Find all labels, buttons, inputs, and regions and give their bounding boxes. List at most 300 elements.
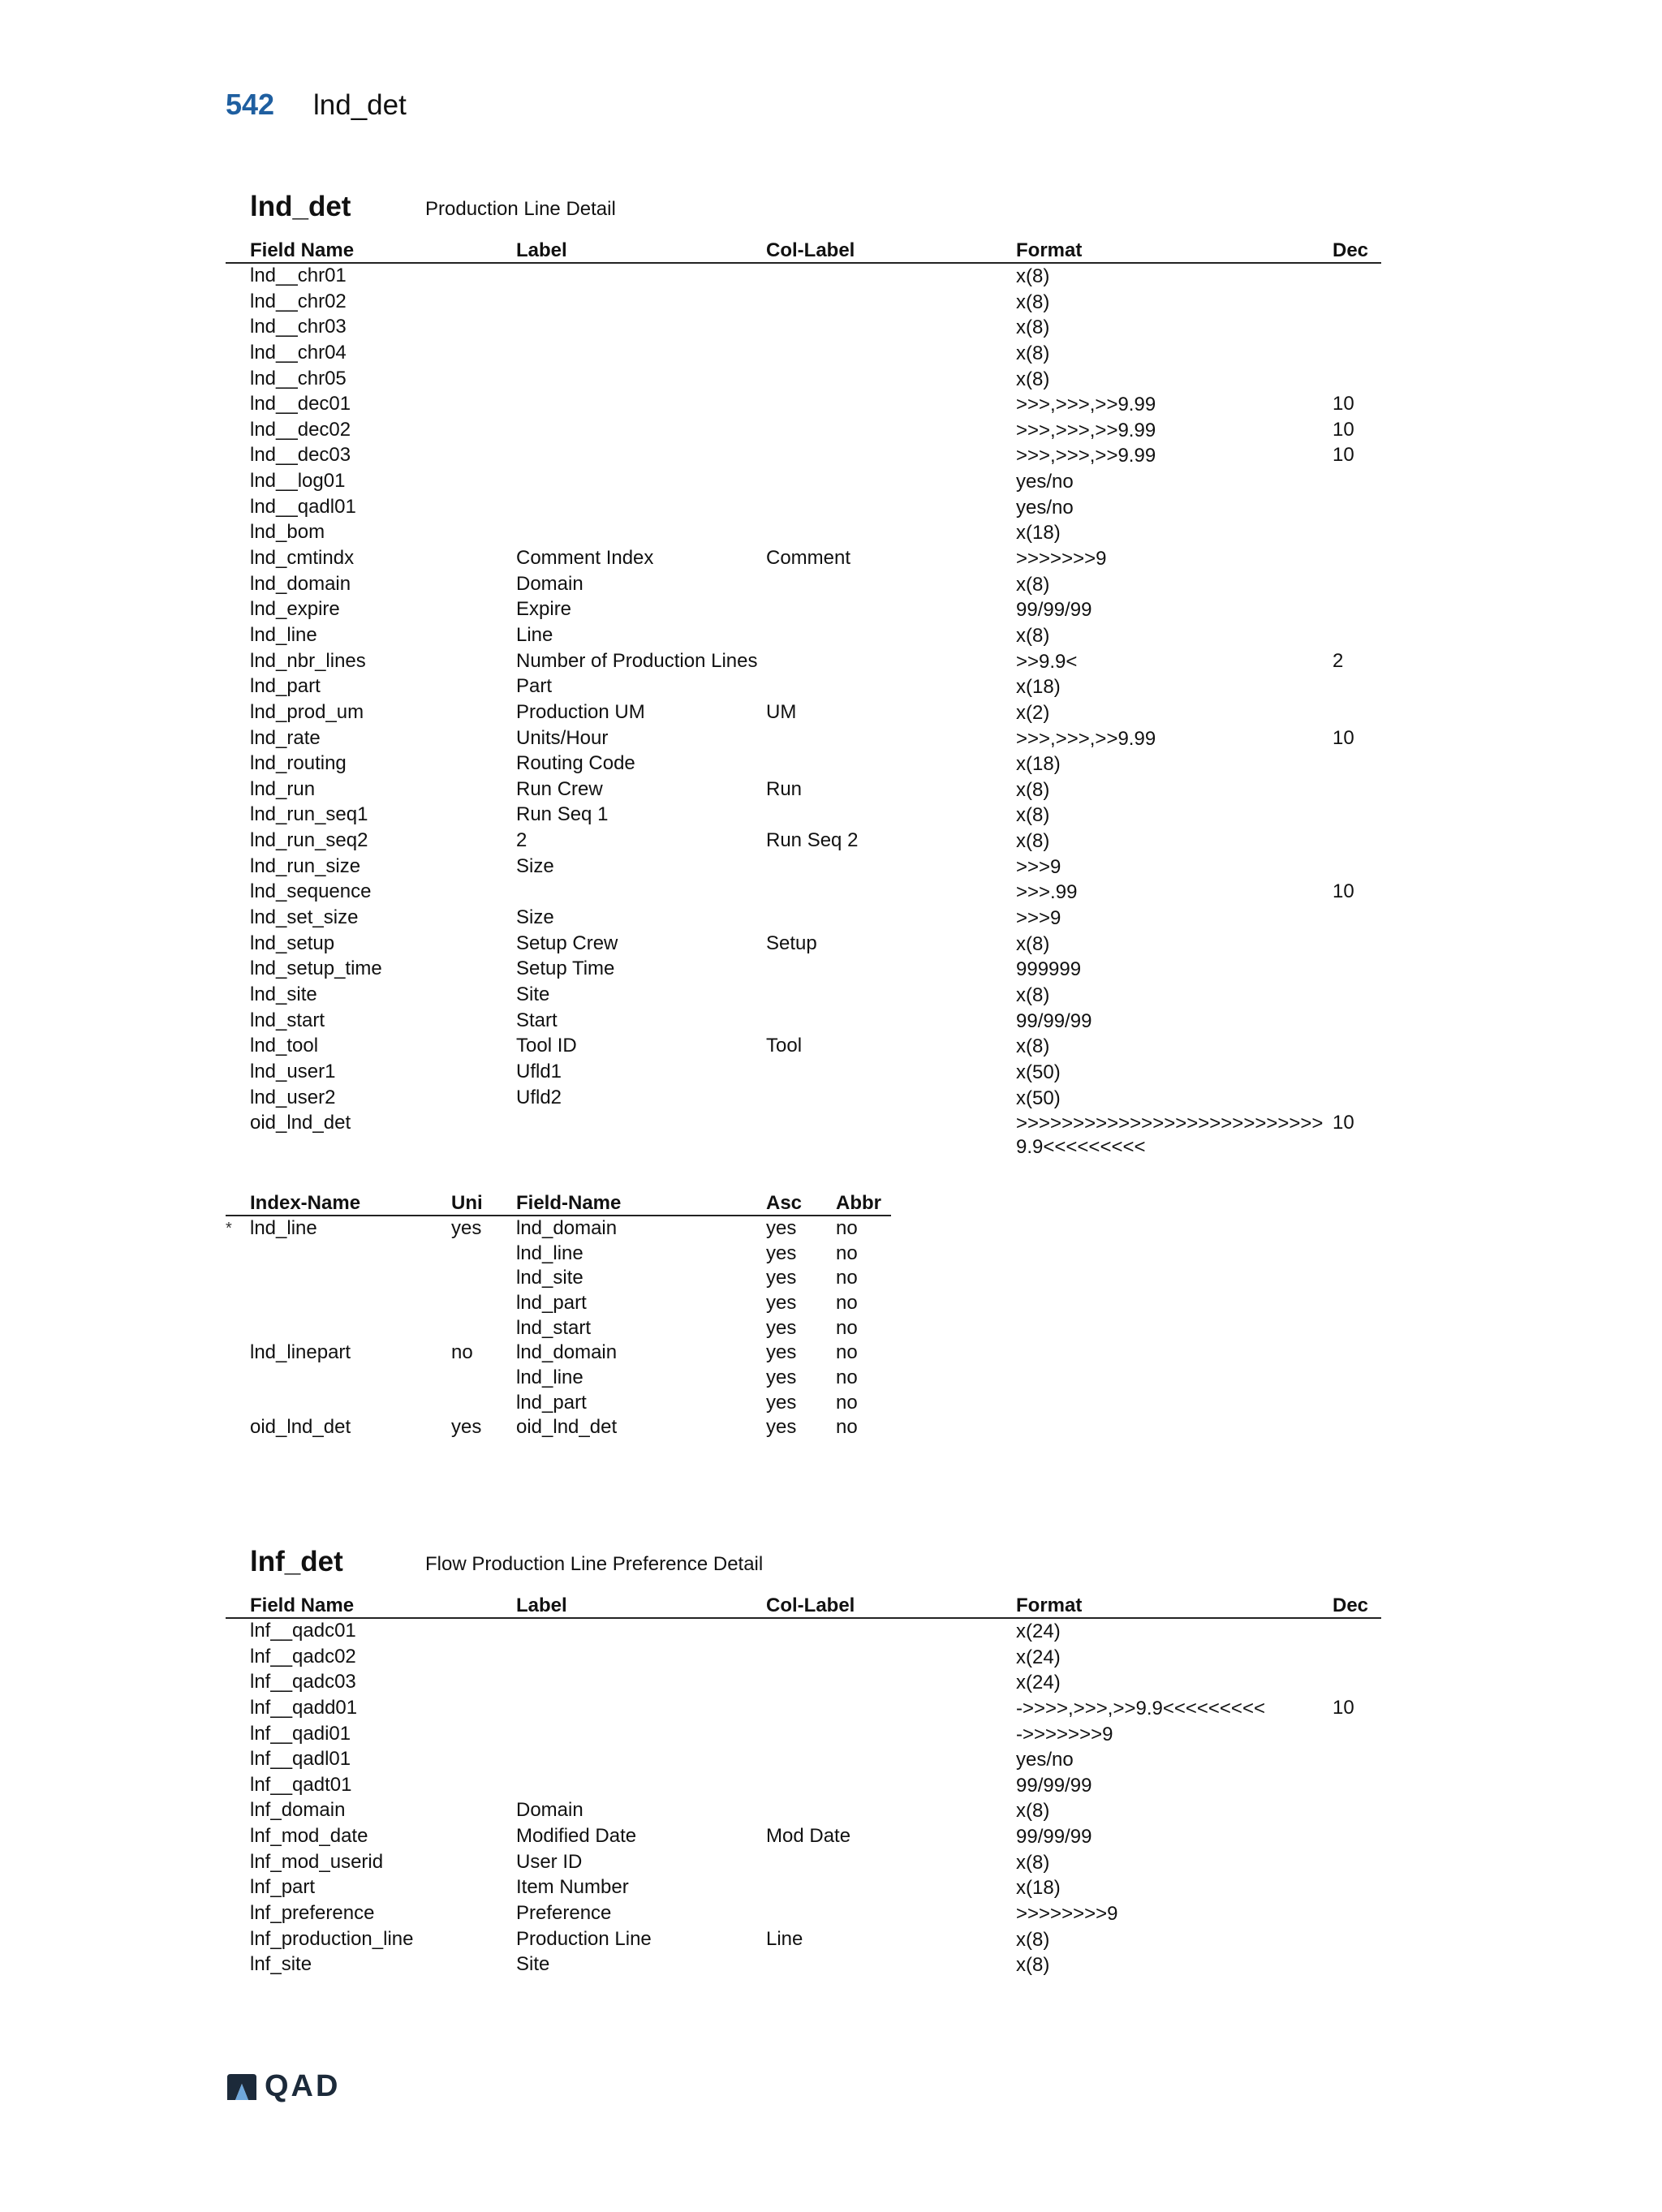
dec-cell [1333, 957, 1381, 983]
column-header: Label [516, 1592, 766, 1618]
field-name-cell: lnd__qadl01 [250, 495, 356, 518]
table-row [226, 1060, 1381, 1086]
dec-cell [1333, 777, 1381, 803]
label-cell: 2 [516, 829, 527, 852]
table-row [226, 1696, 1381, 1722]
field-name-cell: lnd_set_size [250, 906, 359, 929]
primary-index-marker [226, 1242, 250, 1267]
format-cell: >>>>>>>>>>>>>>>>>>>>>>>>>>>9.9<<<<<<<<< [1016, 1112, 1324, 1159]
dec-cell [1333, 1927, 1381, 1953]
field-name-cell: lnf__qadc01 [250, 1620, 356, 1642]
ascending-cell: yes [766, 1366, 797, 1388]
label-cell: Site [516, 983, 550, 1005]
dec-cell [1333, 828, 1381, 854]
format-cell: ->>>>>>>9 [1016, 1723, 1113, 1745]
column-header: Dec [1333, 1592, 1381, 1618]
format-cell: x(24) [1016, 1620, 1061, 1642]
table-row [226, 1111, 1381, 1159]
lnf-det-section [226, 1545, 1381, 1978]
format-cell: x(18) [1016, 1877, 1061, 1900]
format-cell: x(8) [1016, 342, 1050, 364]
format-cell: x(8) [1016, 804, 1050, 827]
qad-logo [226, 2069, 340, 2104]
col-label-cell [766, 983, 1016, 1009]
dec-cell [1333, 1645, 1381, 1671]
label-cell: Item Number [516, 1876, 629, 1899]
abbr-cell: no [836, 1316, 858, 1339]
dec-cell: 10 [1333, 418, 1354, 441]
unique-cell [451, 1316, 516, 1341]
primary-index-marker [226, 1341, 250, 1366]
field-name-cell: lnf__qadi01 [250, 1722, 351, 1745]
table-name: lnd_det [250, 191, 351, 222]
table-row [226, 520, 1381, 546]
label-cell: User ID [516, 1850, 583, 1873]
table-row [226, 957, 1381, 983]
format-cell: x(24) [1016, 1646, 1061, 1668]
col-label-cell [766, 957, 1016, 983]
dec-cell [1333, 906, 1381, 932]
col-label-cell [766, 392, 1016, 418]
format-cell: x(8) [1016, 983, 1050, 1006]
label-cell: Tool ID [516, 1035, 577, 1057]
table-row [226, 1722, 1381, 1748]
dec-cell [1333, 1009, 1381, 1035]
field-name-cell: lnd_tool [250, 1035, 319, 1057]
dec-cell [1333, 1901, 1381, 1927]
label-cell: Production Line [516, 1927, 652, 1950]
unique-cell [451, 1291, 516, 1316]
col-label-cell: Tool [766, 1035, 803, 1057]
table-row [226, 1034, 1381, 1060]
column-header: Col-Label [766, 237, 1016, 263]
col-label-cell [766, 906, 1016, 932]
column-header: Format [1016, 1592, 1333, 1618]
format-cell: >>>,>>>,>>9.99 [1016, 727, 1156, 750]
column-header: Dec [1333, 237, 1381, 263]
table-row [226, 469, 1381, 495]
col-label-cell [766, 1850, 1016, 1876]
format-cell: >>>>>>>9 [1016, 548, 1107, 570]
index-row [226, 1291, 891, 1316]
col-label-cell [766, 290, 1016, 316]
col-label-cell [766, 1875, 1016, 1901]
field-name-cell: lnd_site [250, 983, 317, 1005]
format-cell: x(18) [1016, 522, 1061, 544]
index-field-cell: lnd_part [516, 1291, 587, 1314]
ascending-cell: yes [766, 1341, 797, 1364]
label-cell: Size [516, 906, 554, 929]
table-row [226, 1773, 1381, 1799]
primary-index-marker [226, 1415, 250, 1440]
index-name-cell: oid_lnd_det [250, 1416, 351, 1439]
col-label-cell [766, 674, 1016, 700]
dec-cell [1333, 572, 1381, 598]
field-name-cell: lnd_run_seq1 [250, 803, 368, 826]
dec-cell [1333, 1747, 1381, 1773]
unique-cell: yes [451, 1217, 482, 1239]
index-row [226, 1391, 891, 1416]
field-name-cell: lnd_nbr_lines [250, 649, 366, 672]
field-name-cell: lnd_setup [250, 932, 335, 954]
field-name-cell: lnf_domain [250, 1799, 346, 1822]
table-row [226, 1952, 1381, 1978]
col-label-cell [766, 1747, 1016, 1773]
table-row [226, 726, 1381, 752]
format-cell: >>>>>>>>9 [1016, 1903, 1118, 1926]
col-label-cell [766, 1722, 1016, 1748]
dec-cell [1333, 854, 1381, 880]
table-row [226, 367, 1381, 393]
col-label-cell [766, 880, 1016, 906]
col-label-cell [766, 263, 1016, 290]
table-row [226, 1901, 1381, 1927]
primary-index-marker: * [226, 1220, 232, 1237]
field-name-cell: lnd__dec03 [250, 444, 351, 467]
col-label-cell [766, 1645, 1016, 1671]
label-cell [516, 341, 766, 367]
col-label-cell [766, 367, 1016, 393]
col-label-cell [766, 418, 1016, 444]
label-cell [516, 1773, 766, 1799]
column-header: Label [516, 237, 766, 263]
format-cell: >>>9 [1016, 855, 1061, 878]
format-cell: x(8) [1016, 932, 1050, 955]
col-label-cell [766, 1952, 1016, 1978]
format-cell: x(18) [1016, 753, 1061, 776]
col-label-cell [766, 520, 1016, 546]
index-field-cell: lnd_start [516, 1316, 592, 1339]
label-cell: Domain [516, 1799, 583, 1822]
dec-cell [1333, 983, 1381, 1009]
logo-text: QAD [265, 2069, 341, 2103]
ascending-cell: yes [766, 1416, 797, 1439]
col-label-cell [766, 315, 1016, 341]
lnd-det-index-section [226, 1190, 1381, 1440]
field-name-cell: lnf__qadd01 [250, 1696, 358, 1719]
table-row [226, 777, 1381, 803]
table-row [226, 751, 1381, 777]
table-row [226, 597, 1381, 623]
format-cell: x(8) [1016, 778, 1050, 801]
index-name-cell: lnd_linepart [250, 1341, 351, 1364]
col-label-cell: Setup [766, 932, 817, 954]
format-cell: x(8) [1016, 830, 1050, 853]
format-cell: >>>,>>>,>>9.99 [1016, 394, 1156, 416]
label-cell: Site [516, 1953, 550, 1976]
col-label-cell [766, 1086, 1016, 1112]
header-row [226, 237, 1381, 263]
table-row [226, 572, 1381, 598]
index-field-cell: lnd_domain [516, 1341, 618, 1364]
index-field-cell: lnd_line [516, 1242, 583, 1264]
primary-index-marker [226, 1291, 250, 1316]
table-row [226, 418, 1381, 444]
table-description: Flow Production Line Preference Detail [425, 1553, 764, 1575]
dec-cell [1333, 1952, 1381, 1978]
index-field-cell: lnd_line [516, 1366, 583, 1388]
format-cell: x(2) [1016, 701, 1050, 724]
abbr-cell: no [836, 1267, 858, 1289]
index-name-cell [250, 1391, 451, 1416]
format-cell: 99/99/99 [1016, 1826, 1092, 1848]
dec-cell [1333, 1618, 1381, 1645]
abbr-cell: no [836, 1391, 858, 1414]
label-cell [516, 1111, 766, 1159]
column-header: Format [1016, 237, 1333, 263]
col-label-cell [766, 1696, 1016, 1722]
table-row [226, 932, 1381, 958]
index-row [226, 1415, 891, 1440]
format-cell: x(8) [1016, 316, 1050, 339]
label-cell: Production UM [516, 700, 645, 723]
ascending-cell: yes [766, 1242, 797, 1264]
col-label-cell [766, 1670, 1016, 1696]
table-row [226, 1850, 1381, 1876]
abbr-cell: no [836, 1217, 858, 1239]
col-label-cell [766, 1060, 1016, 1086]
dec-cell: 10 [1333, 1696, 1354, 1719]
field-name-cell: lnd_cmtindx [250, 547, 355, 570]
dec-cell [1333, 1850, 1381, 1876]
ascending-cell: yes [766, 1391, 797, 1414]
label-cell: Setup Crew [516, 932, 618, 954]
lnd-det-section [226, 190, 1381, 1159]
col-label-cell: UM [766, 700, 797, 723]
dec-cell [1333, 674, 1381, 700]
col-label-cell [766, 623, 1016, 649]
format-cell: x(8) [1016, 290, 1050, 313]
table-row [226, 649, 1381, 675]
primary-index-marker [226, 1316, 250, 1341]
dec-cell: 10 [1333, 726, 1354, 749]
table-row [226, 392, 1381, 418]
dec-cell [1333, 520, 1381, 546]
field-name-cell: lnd_part [250, 675, 321, 698]
label-cell [516, 1670, 766, 1696]
table-row [226, 1747, 1381, 1773]
qad-logo-icon [226, 2072, 258, 2102]
index-field-cell: lnd_domain [516, 1217, 618, 1239]
format-cell: x(8) [1016, 1800, 1050, 1823]
index-name-cell [250, 1316, 451, 1341]
index-field-cell: lnd_site [516, 1267, 583, 1289]
column-header: Field Name [250, 1592, 516, 1618]
dec-cell [1333, 597, 1381, 623]
unique-cell: no [451, 1341, 473, 1364]
field-name-cell: lnf__qadc03 [250, 1671, 356, 1693]
label-cell [516, 418, 766, 444]
label-cell: Size [516, 854, 554, 877]
table-row [226, 828, 1381, 854]
field-name-cell: lnd__chr02 [250, 290, 347, 312]
dec-cell [1333, 315, 1381, 341]
label-cell [516, 367, 766, 393]
format-cell: yes/no [1016, 496, 1074, 519]
format-cell: x(8) [1016, 1035, 1050, 1058]
page-number: 542 [226, 88, 275, 121]
field-name-cell: lnd__dec01 [250, 393, 351, 415]
col-label-cell [766, 803, 1016, 828]
column-header: Asc [766, 1190, 836, 1216]
header-row [226, 1190, 891, 1216]
col-label-cell: Mod Date [766, 1825, 851, 1848]
dec-cell: 10 [1333, 393, 1354, 415]
table-row [226, 1927, 1381, 1953]
table-row [226, 1618, 1381, 1645]
table-row [226, 1009, 1381, 1035]
field-name-cell: lnf_part [250, 1876, 316, 1899]
format-cell: x(8) [1016, 624, 1050, 647]
format-cell: x(8) [1016, 265, 1050, 287]
label-cell [516, 392, 766, 418]
field-name-cell: lnd_domain [250, 572, 351, 595]
col-label-cell [766, 649, 1016, 675]
table-row [226, 803, 1381, 828]
label-cell: Part [516, 675, 553, 698]
column-header: Field Name [250, 237, 516, 263]
col-label-cell [766, 495, 1016, 521]
label-cell: Number of Production Lines [516, 649, 758, 672]
format-cell: x(8) [1016, 573, 1050, 596]
index-row [226, 1216, 891, 1242]
ascending-cell: yes [766, 1267, 797, 1289]
abbr-cell: no [836, 1291, 858, 1314]
dec-cell [1333, 263, 1381, 290]
dec-cell: 10 [1333, 880, 1354, 903]
dec-cell [1333, 932, 1381, 958]
label-cell [516, 495, 766, 521]
label-cell [516, 880, 766, 906]
label-cell [516, 290, 766, 316]
col-label-cell [766, 341, 1016, 367]
table-row [226, 1798, 1381, 1824]
label-cell: Comment Index [516, 547, 654, 570]
format-cell: x(8) [1016, 1928, 1050, 1951]
dec-cell [1333, 1034, 1381, 1060]
abbr-cell: no [836, 1242, 858, 1264]
field-name-cell: lnd_user1 [250, 1060, 336, 1082]
col-label-cell [766, 1618, 1016, 1645]
table-description: Production Line Detail [425, 198, 616, 220]
format-cell: x(8) [1016, 1851, 1050, 1874]
column-header: Field-Name [516, 1190, 766, 1216]
unique-cell [451, 1366, 516, 1391]
field-name-cell: lnd__dec02 [250, 418, 351, 441]
dec-cell [1333, 1670, 1381, 1696]
dec-cell: 10 [1333, 1112, 1354, 1134]
col-label-cell [766, 443, 1016, 469]
index-name-cell [250, 1366, 451, 1391]
label-cell [516, 443, 766, 469]
column-header: Abbr [836, 1190, 891, 1216]
col-label-cell [766, 854, 1016, 880]
field-name-cell: lnf_production_line [250, 1927, 414, 1950]
dec-cell: 2 [1333, 649, 1344, 672]
field-name-cell: lnd_setup_time [250, 958, 382, 980]
label-cell [516, 263, 766, 290]
field-name-cell: lnd_bom [250, 521, 325, 544]
table-row [226, 495, 1381, 521]
field-name-cell: lnd_run [250, 777, 316, 800]
column-header: Uni [451, 1190, 516, 1216]
dec-cell [1333, 803, 1381, 828]
table-row [226, 443, 1381, 469]
table-row [226, 1086, 1381, 1112]
col-label-cell [766, 597, 1016, 623]
dec-cell [1333, 751, 1381, 777]
dec-cell: 10 [1333, 444, 1354, 467]
field-name-cell: lnd_user2 [250, 1086, 336, 1108]
index-field-cell: oid_lnd_det [516, 1416, 618, 1439]
field-name-cell: lnd_run_size [250, 854, 361, 877]
lnf-det-fields-table [226, 1592, 1381, 1978]
label-cell: Line [516, 623, 553, 646]
primary-index-marker [226, 1391, 250, 1416]
format-cell: ->>>>,>>>,>>9.9<<<<<<<<< [1016, 1697, 1265, 1719]
dec-cell [1333, 1798, 1381, 1824]
label-cell: Units/Hour [516, 726, 609, 749]
table-row [226, 263, 1381, 290]
label-cell: Modified Date [516, 1825, 637, 1848]
label-cell: Ufld2 [516, 1086, 562, 1108]
index-row [226, 1266, 891, 1291]
field-name-cell: lnd_run_seq2 [250, 829, 368, 852]
format-cell: >>>9 [1016, 907, 1061, 930]
lnd-det-fields-table [226, 237, 1381, 1159]
format-cell: 99/99/99 [1016, 599, 1092, 622]
primary-index-marker [226, 1266, 250, 1291]
dec-cell [1333, 1722, 1381, 1748]
label-cell [516, 315, 766, 341]
table-row [226, 1824, 1381, 1850]
table-row [226, 983, 1381, 1009]
primary-index-marker [226, 1366, 250, 1391]
dec-cell [1333, 700, 1381, 726]
table-row [226, 546, 1381, 572]
format-cell: x(24) [1016, 1672, 1061, 1694]
field-name-cell: lnf_mod_userid [250, 1850, 384, 1873]
index-row [226, 1366, 891, 1391]
dec-cell [1333, 469, 1381, 495]
table-row [226, 341, 1381, 367]
label-cell [516, 1696, 766, 1722]
dec-cell [1333, 546, 1381, 572]
index-field-cell: lnd_part [516, 1391, 587, 1414]
field-name-cell: lnd_rate [250, 726, 321, 749]
col-label-cell: Comment [766, 547, 851, 570]
dec-cell [1333, 341, 1381, 367]
field-name-cell: lnd__log01 [250, 470, 346, 493]
field-name-cell: lnd__chr04 [250, 341, 347, 364]
col-label-cell: Run [766, 777, 803, 800]
dec-cell [1333, 290, 1381, 316]
format-cell: x(8) [1016, 1954, 1050, 1977]
label-cell [516, 1618, 766, 1645]
ascending-cell: yes [766, 1291, 797, 1314]
col-label-cell [766, 469, 1016, 495]
label-cell: Domain [516, 572, 583, 595]
dec-cell [1333, 623, 1381, 649]
label-cell [516, 1645, 766, 1671]
label-cell: Preference [516, 1902, 612, 1925]
table-row [226, 700, 1381, 726]
lnd-det-index-table [226, 1190, 891, 1440]
label-cell [516, 1722, 766, 1748]
index-row [226, 1341, 891, 1366]
field-name-cell: lnd__chr03 [250, 316, 347, 338]
unique-cell [451, 1266, 516, 1291]
